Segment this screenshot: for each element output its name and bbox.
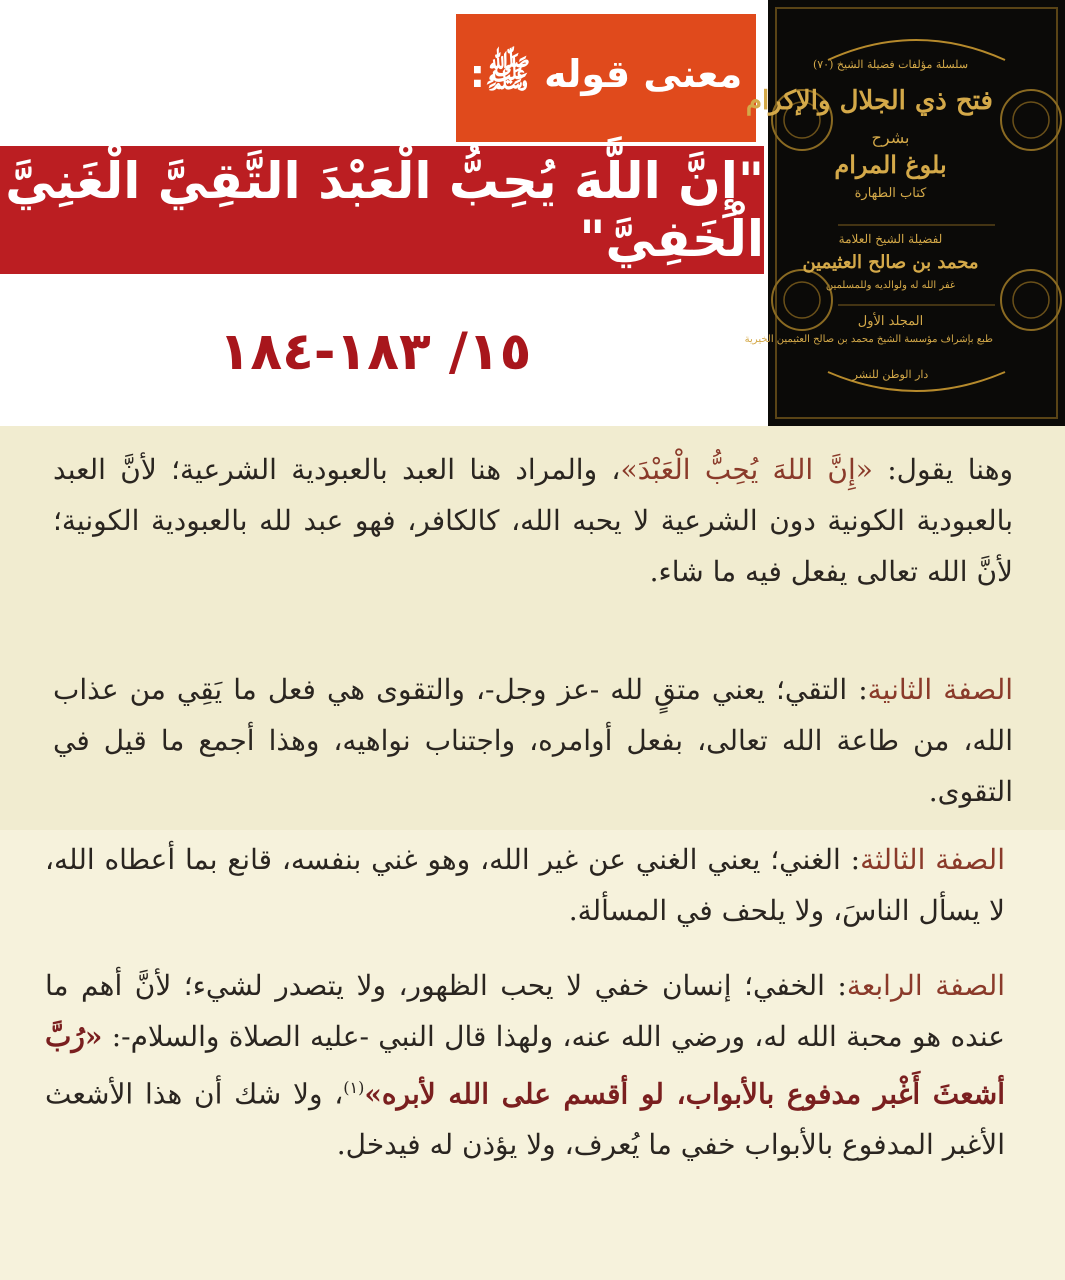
subtitle-text: معنى قوله ﷺ: [469, 51, 743, 96]
book-series: سلسلة مؤلفات فضيلة الشيخ (٧٠) [812, 58, 969, 71]
subtitle-banner [456, 14, 756, 142]
footnote-marker: (١) [343, 1078, 365, 1097]
book-author-label: لفضيلة الشيخ العلامة [838, 232, 943, 246]
page-reference: ١٥/ ١٨٣-١٨٤ [218, 322, 532, 382]
fourth-attribute-text: : الخفي؛ إنسان خفي لا يحب الظهور، ولا يتصدر لشيء؛ لأنَّ أهم ما عنده هو محبة الله له، ورضي الله عنه، ولهذا قال النبي -عليه الصلاة والسلام-: [45, 969, 1006, 1053]
second-attribute-label: الصفة الثانية [867, 673, 1014, 706]
paragraph-third-attribute [45, 834, 1005, 936]
paragraph-fourth-attribute [45, 960, 1005, 1170]
paragraph-second-attribute [53, 664, 1013, 817]
page-scan-2 [0, 830, 1065, 1280]
page-scan-1 [0, 426, 1065, 830]
third-attribute-text: : الغني؛ يعني الغني عن غير الله، وهو غني بنفسه، قانع بما أعطاه الله، لا يسأل الناسَ، ولا يلحف في المسألة. [45, 843, 1005, 927]
book-subtitle: بلوغ المرام [834, 150, 947, 179]
book-cover-image [744, 0, 1065, 426]
third-attribute-label: الصفة الثالثة [860, 843, 1005, 876]
book-publisher: دار الوطن للنشر [852, 368, 929, 381]
hadith-title-text: "إِنَّ اللَّهَ يُحِبُّ الْعَبْدَ التَّقِيَّ الْغَنِيَّ الْخَفِيَّ" [5, 152, 764, 268]
paragraph-abd [53, 444, 1013, 597]
second-attribute-text: : التقي؛ يعني متقٍ لله -عز وجل-، والتقوى هي فعل ما يَقِي من عذاب الله، من طاعة الله تعالى، بفعل أوامره، واجتناب نواهيه، وهذا أجمع ما قيل في التقوى. [53, 673, 1013, 808]
hadith-quote: «إِنَّ اللهَ يُحِبُّ الْعَبْدَ» [620, 453, 873, 486]
book-author-note: غفر الله له ولوالديه وللمسلمين [825, 280, 956, 291]
hadith-quote-2: «رُبَّ أشعثَ أَغْبر مدفوع بالأبواب، لو أقسم على الله لأبره» [45, 1020, 1005, 1111]
book-title-connector: بشرح [871, 128, 910, 147]
paragraph-abd-intro: وهنا يقول: [872, 453, 1013, 486]
book-volume: المجلد الأول [857, 314, 924, 329]
fourth-attribute-conclusion: ، ولا شك أن هذا الأشعث الأغبر المدفوع بالأبواب خفي ما يُعرف، ولا يؤذن له فيدخل. [45, 1077, 1005, 1162]
hadith-title-banner [0, 146, 764, 274]
book-chapter: كتاب الطهارة [854, 186, 927, 201]
fourth-attribute-label: الصفة الرابعة [846, 969, 1005, 1002]
book-title: فتح ذي الجلال والإكرام [745, 86, 993, 116]
paragraph-abd-body: ، والمراد هنا العبد بالعبودية الشرعية؛ لأنَّ العبد بالعبودية الكونية دون الشرعية لا يحبه الله، كالكافر، فهو عبد لله بالعبودية الكونية؛ لأنَّ الله تعالى يفعل فيه ما شاء. [53, 453, 1013, 588]
book-author: محمد بن صالح العثيمين [802, 252, 979, 273]
book-edition: طبع بإشراف مؤسسة الشيخ محمد بن صالح العثيمين الخيرية [744, 334, 993, 345]
